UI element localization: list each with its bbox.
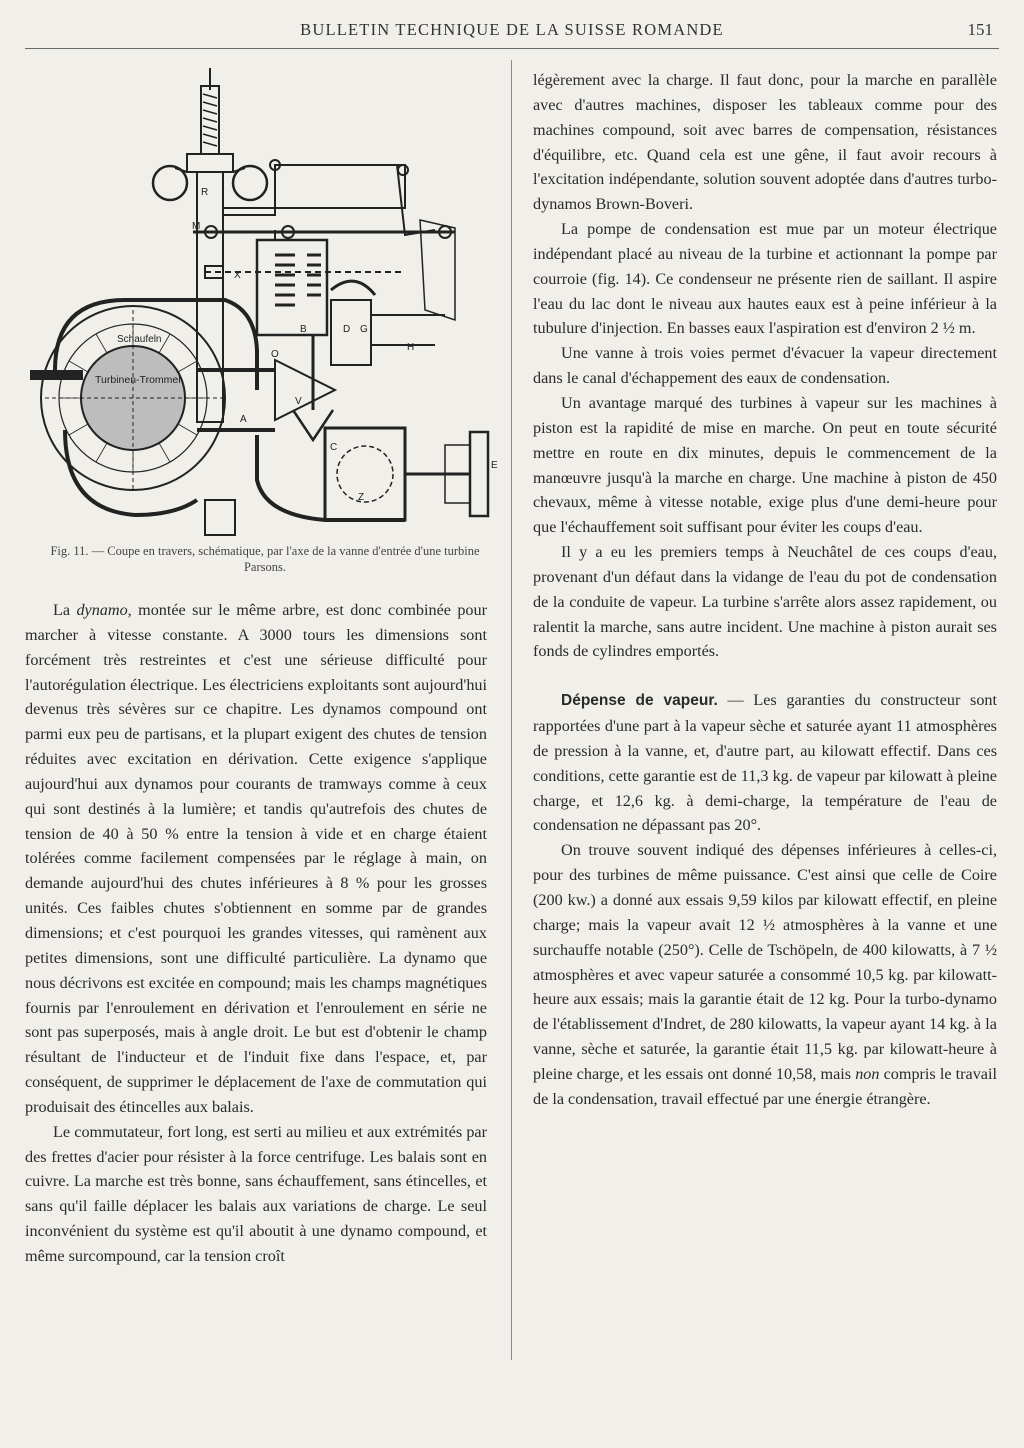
column-divider: [511, 60, 512, 1360]
figure-11: [25, 60, 500, 590]
label-g: G: [360, 324, 368, 335]
label-e: E: [491, 460, 498, 471]
text-run: On trouve souvent indiqué des dépenses inférieures à celles-ci, pour des turbines de même puissance. C'est ainsi que celle de Coire (200 kw.) a donné aux essais 9,59 kilos par kilowatt effectif, en pleine charge; mais la vapeur avait 12 ½ atmosphères à la vanne et une surchauffe notable (250°). Celle de Tschöpeln, de 400 kilowatts, à 7 ½ atmosphères et avec vapeur saturée a consommé 10,5 kg. par kilowatt-heure aux essais; mais la garantie était de 12 kg. Pour la turbo-dynamo de l'établissement d'Indret, de 280 kilowatts, la vapeur ayant 14 kg. à la vanne, sèche et saturée, la garantie était 11,5 kg. par kilowatt-heure à pleine charge, et les essais ont donné 10,58, mais: [533, 841, 997, 1083]
label-schaufeln: Schaufeln: [117, 334, 162, 345]
label-m: M: [192, 221, 201, 232]
left-column: [25, 598, 487, 1269]
section-gap: [533, 664, 997, 688]
running-header: [25, 18, 999, 49]
section-heading: Dépense de vapeur.: [561, 692, 718, 710]
paragraph: [533, 688, 997, 838]
label-h: H: [407, 342, 415, 353]
figure-caption: Fig. 11. — Coupe en travers, schématique, par l'axe de la vanne d'entrée d'une turbine Parsons.: [50, 544, 480, 574]
label-r: R: [201, 187, 209, 198]
label-z: Z: [358, 492, 365, 503]
paragraph: Une vanne à trois voies permet d'évacuer la vapeur directement dans le canal d'échappement des eaux de condensation.: [533, 344, 997, 388]
page-number: 151: [967, 20, 993, 39]
label-b: B: [300, 324, 307, 335]
text-run: La: [53, 601, 77, 619]
journal-title: BULLETIN TECHNIQUE DE LA SUISSE ROMANDE: [300, 20, 724, 39]
paragraph: Il y a eu les premiers temps à Neuchâtel de ces coups d'eau, provenant d'un défaut dans la vidange de l'eau du pot de condensation de la conduite de vapeur. La turbine s'arrête alors assez rapidement, ou ralentit la marche, sans autre incident. Une machine à piston aurait ses fonds de cylindres emportés.: [533, 543, 997, 661]
label-turbine: Turbinen-Trommel: [95, 374, 181, 386]
label-c: C: [330, 442, 338, 453]
paragraph: Le commutateur, fort long, est serti au milieu et aux extrémités par des frettes d'acier pour résister à la force centrifuge. Les balais sont en cuivre. La marche est très bonne, sans échauffement, sans étincelles, et sans qu'il faille déplacer les balais aux variations de charge. Le seul inconvénient du système est qu'il aboutit à une dynamo compound, et même surcompound, car la tension croît: [25, 1122, 487, 1265]
label-v: V: [295, 396, 302, 407]
label-x: X: [234, 270, 241, 281]
turbine-valve-section-drawing: [25, 60, 500, 540]
paragraph: [25, 598, 487, 1120]
text-run: — Les garanties du constructeur sont rapportées d'une part à la vapeur sèche et saturée ayant 11 atmosphères de pression à la vanne, et, d'autre part, au kilowatt effectif. Dans ces conditions, cette garantie est de 11,3 kg. de vapeur par kilowatt à pleine charge, et 12,6 kg. à demi-charge, la température de l'eau de condensation ne dépassant pas 20°.: [533, 691, 998, 835]
label-d: D: [343, 324, 351, 335]
italic-term: dynamo,: [76, 601, 132, 619]
paragraph: Un avantage marqué des turbines à vapeur sur les machines à piston est la rapidité de mise en marche. On peut en toute sécurité mettre en route en dix minutes, depuis le commencement de la manœuvre jusqu'à la marche en charge. Une machine à piston de 450 chevaux, même à vitesse notable, exige plus d'une demi-heure pour que l'échauffement soit suffisant pour éviter les coups d'eau.: [533, 393, 997, 537]
right-column: [533, 68, 997, 1112]
paragraph: légèrement avec la charge. Il faut donc, pour la marche en parallèle avec d'autres machines, disposer les tableaux comme pour des machines compound, soit avec barres de compensation, résistances d'équilibre, etc. Quand cela est une gêne, il faut avoir recours à l'excitation indépendante, solution souvent adoptée dans d'autres turbo-dynamos Brown-Boveri.: [533, 71, 997, 214]
italic-term: non: [855, 1064, 880, 1083]
label-o: O: [271, 349, 279, 360]
label-a: A: [240, 414, 247, 425]
text-run: compris le travail de la condensation, travail effectué par une énergie étrangère.: [533, 1064, 997, 1108]
paragraph: La pompe de condensation est mue par un moteur électrique indépendant placé au niveau de la turbine et actionnant la pompe par courroie (fig. 14). Ce condenseur ne présente rien de saillant. Il aspire l'eau du lac dont le niveau aux hautes eaux est à peine inférieur à la tubulure d'injection. En basses eaux l'aspiration est d'environ 2 ½ m.: [533, 220, 997, 338]
text-run: montée sur le même arbre, est donc combinée pour marcher à vitesse constante. A 3000 tours les dimensions sont forcément très restreintes et c'est une sérieuse difficulté pour l'autorégulation électrique. Les électriciens exploitants sont aujourd'hui devenus très sévères sur ce chapitre. Les dynamos compound ont parmi eux peu de partisans, et la plupart exigent des chutes de tension réduites avec excitation en dérivation. Cette exigence s'applique aujourd'hui aux dynamos pour courants de tramways comme à ceux qui sont destinés à la lumière; et tandis qu'autrefois des chutes de tension de 40 à 50 % entre la tension à vide et en charge étaient tolérées comme facilement compensées par le réglage à main, on demande aujourd'hui des chutes inférieures à 8 % pour les grosses unités. Ces faibles chutes s'obtiennent en somme par de grandes dimensions; et c'est pourquoi les grandes vitesses, qui ramènent aux petites dimensions, sont une difficulté particulière. La dynamo que nous décrivons est excitée en compound; mais les champs magnétiques fournis par l'enroulement en dérivation et l'enroulement en série ne sont pas superposés, mais à angle droit. Le but est d'obtenir le champ résultant de l'inducteur et de l'induit fixe dans l'espace, et, par conséquent, de supprimer le déplacement de l'axe de commutation qui produisait des étincelles aux balais.: [25, 601, 487, 1116]
paragraph: [533, 838, 997, 1111]
